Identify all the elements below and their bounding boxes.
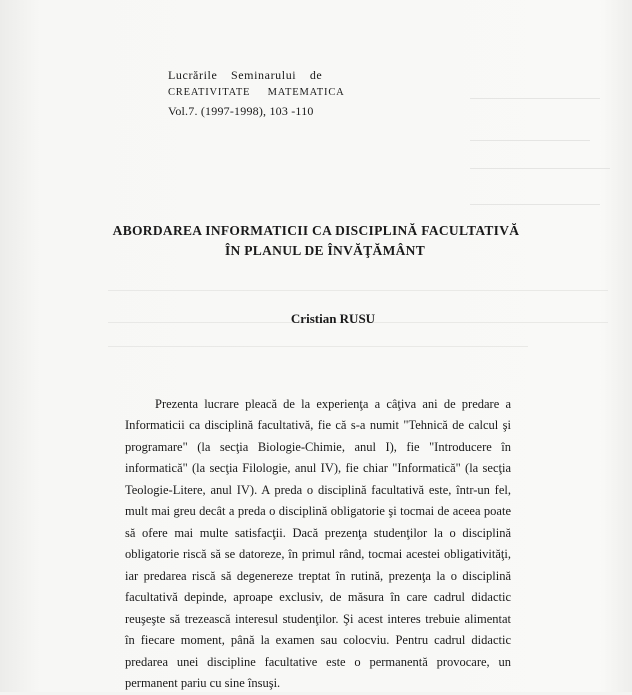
journal-header bbox=[168, 66, 345, 120]
article-title-line-1: ABORDAREA INFORMATICII CA DISCIPLINĂ FACULTATIVĂ bbox=[112, 223, 520, 238]
journal-name: Lucrările Seminarului de bbox=[168, 68, 323, 82]
article-title bbox=[0, 221, 632, 261]
bleed-through-texture bbox=[108, 290, 608, 299]
bleed-through-texture bbox=[470, 140, 590, 149]
body-paragraph: Prezenta lucrare pleacă de la experienţa a câţiva ani de predare a Informaticii ca disciplină facultativă, fie că s-a numit "Tehnică de calcul şi programare" (la secţia Biologie-Chimie, anul I), fie "Introducere în informatică" (la secţia Filologie, anul IV), fie chiar "Informatică" (la secţia Teologie-Litere, anul IV). A preda o disciplină facultativă este, într-un fel, mult mai greu decât a preda o disciplină obligatorie şi tocmai de aceea poate să ofere mai multe satisfacţii. Dacă prezenţa studenţilor la o disciplină obligatorie riscă să se datoreze, în primul rând, tocmai acestei obligativităţi, iar predarea riscă să degenereze treptat în rutină, prezenţa la o disciplină facultativă depinde, aproape exclusiv, de măsura în care cadrul didactic reuşeşte să trezească interesul studenţilor. Şi acest interes trebuie alimentat în fiecare moment, până la examen sau colocviu. Pentru cadrul didactic predarea unei discipline facultative este o permanentă provocare, un permanent pariu cu sine însuşi. bbox=[125, 396, 511, 690]
journal-series: CREATIVITATE MATEMATICA bbox=[168, 87, 345, 98]
bleed-through-texture bbox=[108, 346, 528, 355]
article-author: Cristian RUSU bbox=[290, 311, 376, 326]
bleed-through-texture bbox=[470, 168, 610, 177]
article-title-line-2: ÎN PLANUL DE ÎNVĂŢĂMÂNT bbox=[224, 243, 426, 258]
bleed-through-texture bbox=[470, 204, 600, 213]
bleed-through-texture bbox=[470, 98, 600, 107]
journal-volume: Vol.7. (1997-1998), 103 -110 bbox=[168, 104, 314, 118]
